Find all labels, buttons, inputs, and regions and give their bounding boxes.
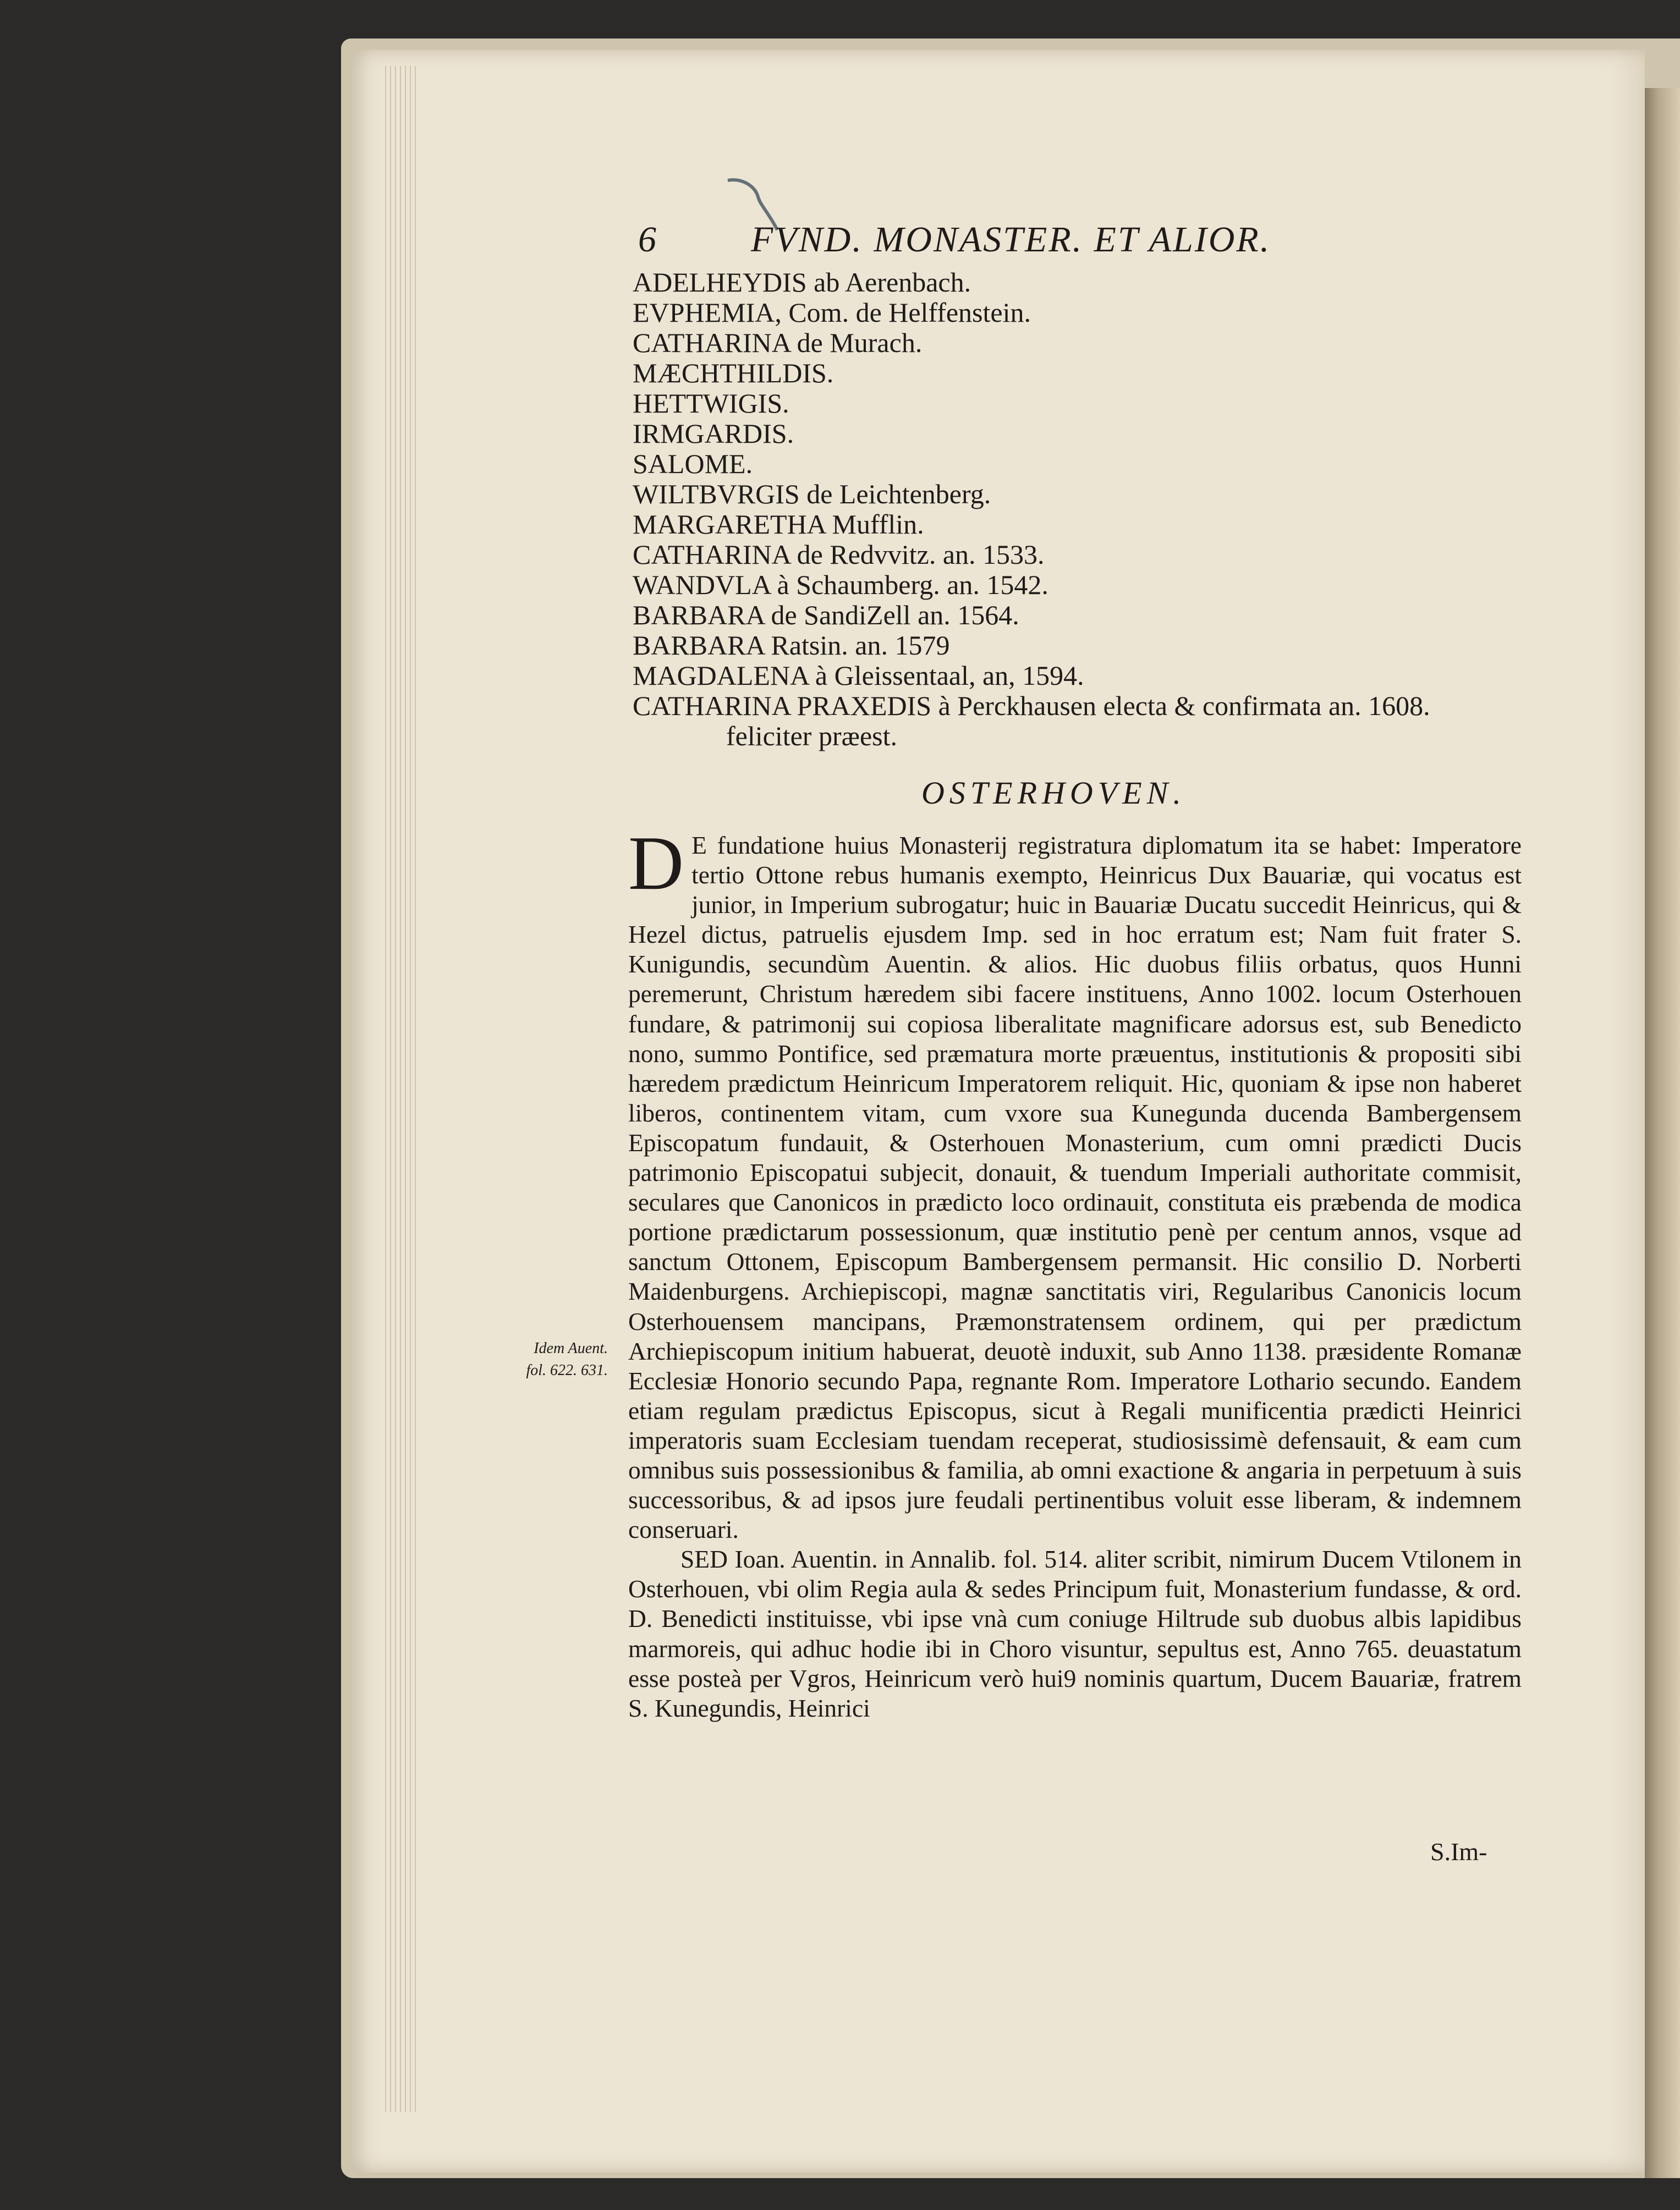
abbess-entry: ADELHEYDIS ab Aerenbach. bbox=[633, 267, 971, 298]
facing-page-edge bbox=[1645, 88, 1680, 2178]
abbess-entry: IRMGARDIS. bbox=[633, 418, 794, 449]
abbess-list bbox=[633, 267, 1568, 751]
running-title: FVND. MONASTER. ET ALIOR. bbox=[751, 219, 1271, 260]
page-number: 6 bbox=[638, 219, 658, 260]
margin-note: Idem Auent. fol. 622. 631. bbox=[526, 1340, 608, 1379]
abbess-entry: MAGDALENA à Gleissentaal, an, 1594. bbox=[633, 660, 1084, 691]
paragraph-2: SED Ioan. Auentin. in Annalib. fol. 514. aliter scribit, nimirum Ducem Vtilonem in Osterhouen, vbi olim Regia aula & sedes Principum fuit, Monasterium fundasse, & ord. D. Benedicti instituisse, vbi ipse vnà cum coniuge Hiltrude sub duobus albis lapidibus marmoreis, qui adhuc hodie ibi in Choro visuntur, sepultus est, Anno 765. deuastatum esse posteà per Vgros, Heinricum verò hui9 nominis quartum, Ducem Bauariæ, fratrem S. Kunegundis, Heinrici bbox=[628, 1545, 1522, 1722]
catchword: S.Im- bbox=[1430, 1838, 1487, 1866]
abbess-entry: MÆCHTHILDIS. bbox=[633, 358, 834, 388]
abbess-entry: WILTBVRGIS de Leichtenberg. bbox=[633, 479, 991, 509]
paragraph-1-text: E fundatione huius Monasterij registratura diplomatum ita se habet: Imperatore tertio Ottone rebus humanis exempto, Heinricus Dux Bauariæ, qui vocatus est junior, in Imperium subrogatur; huic in Bauariæ Ducatu succedit Heinricus, qui & Hezel dictus, patruelis ejusdem Imp. sed in hoc erratum est; Nam fuit frater S. Kunigundis, secundùm Auentin. & alios. Hic duobus filiis orbatus, quos Hunni peremerunt, Christum hæredem sibi facere instituens, Anno 1002. locum Osterhouen fundare, & patrimonij sui copiosa liberalitate magnificare adorsus est, sub Benedicto nono, summo Pontifice, sed præmatura morte præuentus, institutionis & propositi sibi hæredem prædictum Heinricum Imperatorem reliquit. Hic, quoniam & ipse non haberet liberos, continentem vitam, cum vxore sua Kunegunda ducenda Bambergensem Episcopatum fundauit, & Osterhouen Monasterium, cum omni prædicti Ducis patrimonio Episcopatui subjecit, donauit, & tuendum Imperiali authoritate commisit, seculares que Canonicos in prædicto loco ordinauit, constituta eis præbenda de modica portione prædictarum possessionum, quæ institutio penè per centum annos, vsque ad sanctum Ottonem, Episcopum Bambergensem permansit. Hic consilio D. Norberti Maidenburgens. Archiepiscopi, magnæ sanctitatis viri, Regularibus Canonicis locum Osterhouensem mancipans, Præmonstratensem ordinem, qui per prædictum Archiepiscopum initium habuerat, deuotè induxit, sub Anno 1138. præsidente Romanæ Ecclesiæ Honorio secundo Papa, regnante Rom. Imperatore Lothario secundo. Eandem etiam regulam prædictus Episcopus, sicut à Regali munificentia prædicti Heinrici imperatoris suam Ecclesiam tuendam receperat, studiosissimè defensauit, & eam cum omnibus suis possessionibus & familia, ab omni exactione & angaria in perpetuum à suis successoribus, & ad ipsos jure feudali pertinentibus voluit esse liberam, & indemnem conseruari. bbox=[628, 831, 1522, 1544]
abbess-entry: CATHARINA de Murach. bbox=[633, 327, 923, 358]
abbess-entry: HETTWIGIS. bbox=[633, 388, 789, 419]
abbess-entry: MARGARETHA Mufflin. bbox=[633, 509, 924, 540]
abbess-entry: CATHARINA de Redvvitz. an. 1533. bbox=[633, 539, 1045, 570]
abbess-entry: EVPHEMIA, Com. de Helffenstein. bbox=[633, 297, 1031, 328]
page-header bbox=[638, 219, 1353, 268]
abbess-entry: BARBARA de SandiZell an. 1564. bbox=[633, 600, 1019, 630]
page-gutter bbox=[385, 66, 418, 2112]
abbess-entry: BARBARA Ratsin. an. 1579 bbox=[633, 630, 950, 661]
abbess-entry: WANDVLA à Schaumberg. an. 1542. bbox=[633, 569, 1048, 600]
paragraph-1 bbox=[628, 821, 1522, 1544]
abbess-entry: CATHARINA PRAXEDIS à Perckhausen electa & confirmata an. 1608. bbox=[633, 690, 1430, 721]
drop-capital: D bbox=[628, 821, 684, 906]
abbess-entry: SALOME. bbox=[633, 448, 753, 479]
abbess-entry-continuation: feliciter præest. bbox=[726, 721, 897, 751]
section-title: OSTERHOVEN. bbox=[921, 775, 1186, 811]
body-text bbox=[628, 821, 1522, 1723]
